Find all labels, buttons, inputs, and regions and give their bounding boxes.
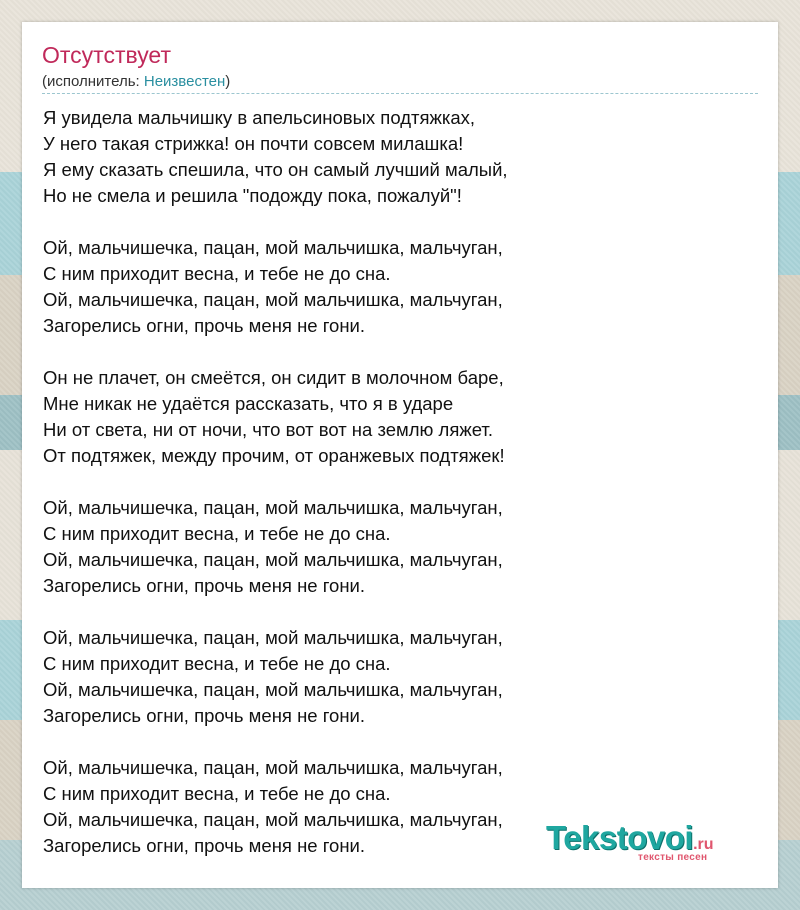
logo-main-text: Tekstovoi — [546, 819, 694, 856]
artist-prefix: (исполнитель: — [42, 73, 144, 90]
lyric-line: Загорелись огни, прочь меня не гони. — [43, 315, 366, 336]
lyrics-stanza — [43, 495, 508, 599]
lyric-line: Загорелись огни, прочь меня не гони. — [43, 575, 366, 596]
lyric-line: Ни от света, ни от ночи, что вот вот на землю ляжет. — [43, 419, 493, 440]
lyric-line: С ним приходит весна, и тебе не до сна. — [43, 653, 391, 674]
song-title: Отсутствует — [42, 42, 171, 68]
lyric-line: Ой, мальчишечка, пацан, мой мальчишка, мальчуган, — [43, 497, 503, 518]
lyric-line: Ой, мальчишечка, пацан, мой мальчишка, мальчуган, — [43, 757, 503, 778]
lyrics-stanza — [43, 235, 508, 339]
lyrics-stanza — [43, 365, 508, 469]
lyrics-stanza — [43, 105, 508, 209]
lyric-line: Ой, мальчишечка, пацан, мой мальчишка, мальчуган, — [43, 549, 503, 570]
artist-link[interactable]: Неизвестен — [143, 73, 226, 90]
lyric-line: Мне никак не удаётся рассказать, что я в ударе — [43, 393, 454, 414]
lyric-line: Ой, мальчишечка, пацан, мой мальчишка, мальчуган, — [43, 289, 503, 310]
lyric-line: Но не смела и решила "подожду пока, пожалуй"! — [43, 185, 462, 206]
artist-line — [42, 73, 230, 90]
lyrics-stanza — [43, 755, 508, 859]
lyric-line: Я увидела мальчишку в апельсиновых подтяжках, — [43, 107, 476, 128]
lyric-line: С ним приходит весна, и тебе не до сна. — [43, 783, 391, 804]
lyric-line: Ой, мальчишечка, пацан, мой мальчишка, мальчуган, — [43, 627, 503, 648]
lyric-line: Ой, мальчишечка, пацан, мой мальчишка, мальчуган, — [43, 679, 503, 700]
lyric-line: У него такая стрижка! он почти совсем милашка! — [43, 133, 464, 154]
site-logo[interactable] — [546, 820, 751, 864]
title-divider — [42, 93, 758, 94]
lyric-line: Он не плачет, он смеётся, он сидит в молочном баре, — [43, 367, 504, 388]
lyrics-card — [22, 22, 778, 888]
lyric-line: Ой, мальчишечка, пацан, мой мальчишка, мальчуган, — [43, 809, 503, 830]
lyric-line: Ой, мальчишечка, пацан, мой мальчишка, мальчуган, — [43, 237, 503, 258]
lyric-line: От подтяжек, между прочим, от оранжевых подтяжек! — [43, 445, 505, 466]
lyric-line: Загорелись огни, прочь меня не гони. — [43, 705, 366, 726]
lyric-line: Я ему сказать спешила, что он самый лучший малый, — [43, 159, 508, 180]
lyrics-body — [43, 105, 508, 859]
lyric-line: С ним приходит весна, и тебе не до сна. — [43, 263, 391, 284]
logo-tagline: тексты песен — [638, 852, 708, 863]
lyric-line: С ним приходит весна, и тебе не до сна. — [43, 523, 391, 544]
lyric-line: Загорелись огни, прочь меня не гони. — [43, 835, 366, 856]
artist-suffix: ) — [225, 73, 231, 90]
lyrics-stanza — [43, 625, 508, 729]
logo-tld: .ru — [693, 836, 714, 853]
